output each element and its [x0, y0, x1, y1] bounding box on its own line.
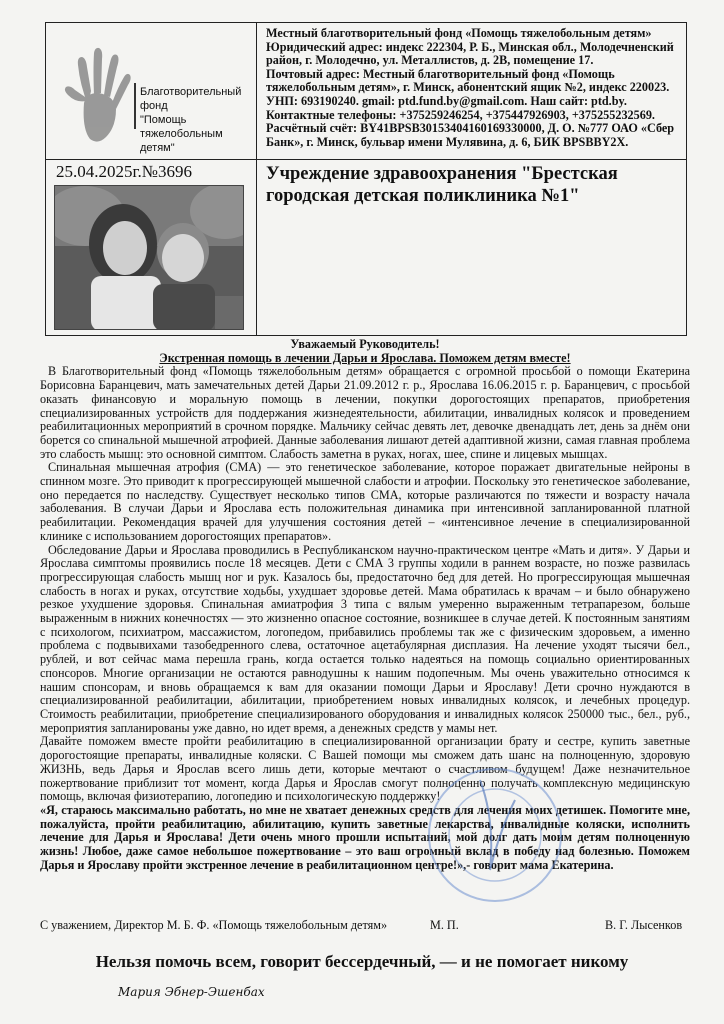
logo-line: "Помощь [140, 114, 187, 126]
children-photo-image [55, 186, 244, 330]
paragraph: В Благотворительный фонд «Помощь тяжелобольным детям» обращается с огромной просьбой о помощи Екатерина Борисовна Баранцевич, мать замечательных детей Дарьи 21.09.2012 г. р., Ярослава 16.06.2015 г. р. Баранцевич, с просьбой оказать финансовую и моральную помощь в лечении, покупки дорогостоящих препаратов, приобретения специализированных устройств для поддержания жизнедеятельности, абилитации, инвалидных колясок и проведением реабилитационных мероприятий в срочном порядке. Мальчику сейчас девять лет, девочке двенадцать лет, день за днём они борется со спинальной мышечной атрофией. Данные заболевания лишают детей адаптивной жизни, самая главная проблема это слабость мышц: это основной симптом. Слабость заметна в руках, ногах, шее, спине и лицевых мышцах. [40, 364, 690, 461]
paragraph: Спинальная мышечная атрофия (СМА) — это генетическое заболевание, которое поражает двигательные нейроны в спинном мозге. Это приводит к прогрессирующей мышечной слабости и атрофии. Поскольку это генетическое заболевание, оно передается по наследству. Существует несколько типов СМА, которые различаются по тяжести и возрасту начала заболевания. В случаи Дарьи и Ярослава есть положительная динамика при интенсивной запланированной платной реабилитации. Рекомендация врачей для улучшения состояния детей – «интенсивное лечение в специализированной клинике с использованием дорогостоящих препаратов». [40, 460, 690, 543]
quote-author: Мария Эбнер-Эшенбах [118, 985, 265, 999]
document-number: 25.04.2025г.№3696 [56, 162, 193, 181]
stamp-place: М. П. [430, 918, 459, 932]
table-divider [256, 23, 257, 335]
foundation-logo [54, 31, 254, 156]
contact-line: Контактные телефоны: +375259246254, +375447926903, +375255232569. [266, 107, 655, 122]
paragraph: Обследование Дарьи и Ярослава проводились в Республиканском научно-практическом центре «Мать и дитя». У Дарьи и Ярослава симптомы проявились после 18 месяцев. Дети с СМА 3 группы ходили в раннем возрасте, но позже развилась прогрессирующая слабость мышц ног и рук. Казалось бы, предостаточно бед для детей. Но прогрессирующая мышечная слабость в ногах и руках, отсутствие ходьбы, ухудшает здоровье детей. Мама обратилась к врачам – и было обнаружено резкое ухудшение здоровья. Спинальная амиатрофия 3 типа с вялым умеренно выраженным тетрапарезом, больше выраженным в нижних конечностях — это жизненно опасное состояние, возникшее в случае детей. К постоянным занятиям с психологом, психиатром, массажистом, логопедом, прибавились проблемы так же с физическим здоровьем, а именно проблема с подвывихами тазобедренного слева, остаточное ацетабулярная дисплазия. На лечение уходят тысячи бел., рублей, и вот сейчас мама перешла грань, когда остается только надеяться на помощь социально ориентированных спонсоров. Многие организации не остаются равнодушны к нашим подопечным. Мы очень уважительно относимся к нашим спонсорам, и вновь обращаемся к вам для оказании помощи Дарьи и Ярославу! Дети срочно нуждаются в специализированной реабилитации, абилитации, приобретением новых инвалидных колясок, и лечебных процедур. Стоимость реабилитации, приобретение специализированого оборудования и инвалидных колясок 250000 тыс., бел., руб., мероприятия запланированы уже давно, но идет время, а денежных средств у мамы нет. [40, 542, 690, 735]
contact-line: Почтовый адрес: Местный благотворительный фонд «Помощь тяжелобольным детям», г. Минск, абонентский ящик №2, индекс 220023. [266, 66, 670, 95]
signature-position: С уважением, Директор М. Б. Ф. «Помощь тяжелобольным детям» [40, 918, 388, 932]
contact-line: Местный благотворительный фонд «Помощь тяжелобольным детям» [266, 26, 652, 40]
contact-line: УНП: 693190240. gmail: ptd.fund.by@gmail.com. Наш сайт: ptd.by. [266, 93, 627, 108]
director-name: В. Г. Лысенков [605, 918, 683, 932]
footer-quote: Нельзя помочь всем, говорит бессердечный, — и не помогает никому [95, 952, 629, 971]
headline: Экстренная помощь в лечении Дарьи и Ярослава. Поможем детям вместе! [159, 350, 571, 365]
foundation-contacts [266, 27, 682, 149]
table-divider [46, 159, 686, 160]
logo-rule [134, 83, 136, 129]
logo-line: тяжелобольным детям" [140, 128, 223, 154]
children-photo [54, 185, 244, 330]
foundation-stamp-icon [420, 760, 570, 910]
recipient-title: Учреждение здравоохранения "Брестская городская детская поликлиника №1" [266, 164, 618, 206]
greeting: Уважаемый Руководитель! [290, 337, 440, 351]
letterhead-table [45, 22, 687, 336]
hand-print-icon [58, 45, 138, 150]
letter-body [40, 338, 690, 872]
logo-line: Благотворительный фонд [140, 86, 242, 112]
paragraph: Давайте поможем вместе пройти реабилитацию в специализированной организации брату и сестре, купить заветные дорогостоящие препараты, инвалидные коляски. С Вашей помощи мы сможем дать шанс на полноценную, здоровую ЖИЗНЬ, ведь Дарья и Ярослав всего лишь дети, которые мечтают о счастливом будущем! Даже незначительное пожертвование приблизит тот момент, когда Дарья и Ярослав смогут полноценно получать комплексную медицинскую помощь, включая физиотерапию, логопедию и психологическую поддержку! [40, 734, 690, 804]
contact-line: Расчётный счёт: BY41BPSB30153404160169330000, Д. О. №777 ОАО «Сбер Банк», г. Минск, бульвар имени Мулявина, д. 6, БИК BPSBBY2X. [266, 121, 675, 149]
contact-line: Юридический адрес: индекс 222304, Р. Б., Минская обл., Молодечненский район, г. Молодечно, ул. Металлистов, д. 2В, помещение 17. [266, 39, 674, 68]
logo-caption [140, 85, 254, 155]
mother-quote: «Я, стараюсь максимально работать, но мне не хватает денежных средств для лечения моих детишек. Помогите мне, пожалуйста, пройти реабилитацию, абилитацию, купить заветные лекарства, инвалидные коляски, исполнить лечение для Дарья и Ярослава! Дети очень много прошли испытаний, мой долг дать моим детям полноценную жизнь! Любое, даже самое небольшое пожертвование – это ваш огромный вклад в победу над болезнью. Поможем Дарья и Ярославу пройти экстренное лечение в реабилитационном центре!»,- говорит мама Екатерина. [40, 802, 690, 872]
